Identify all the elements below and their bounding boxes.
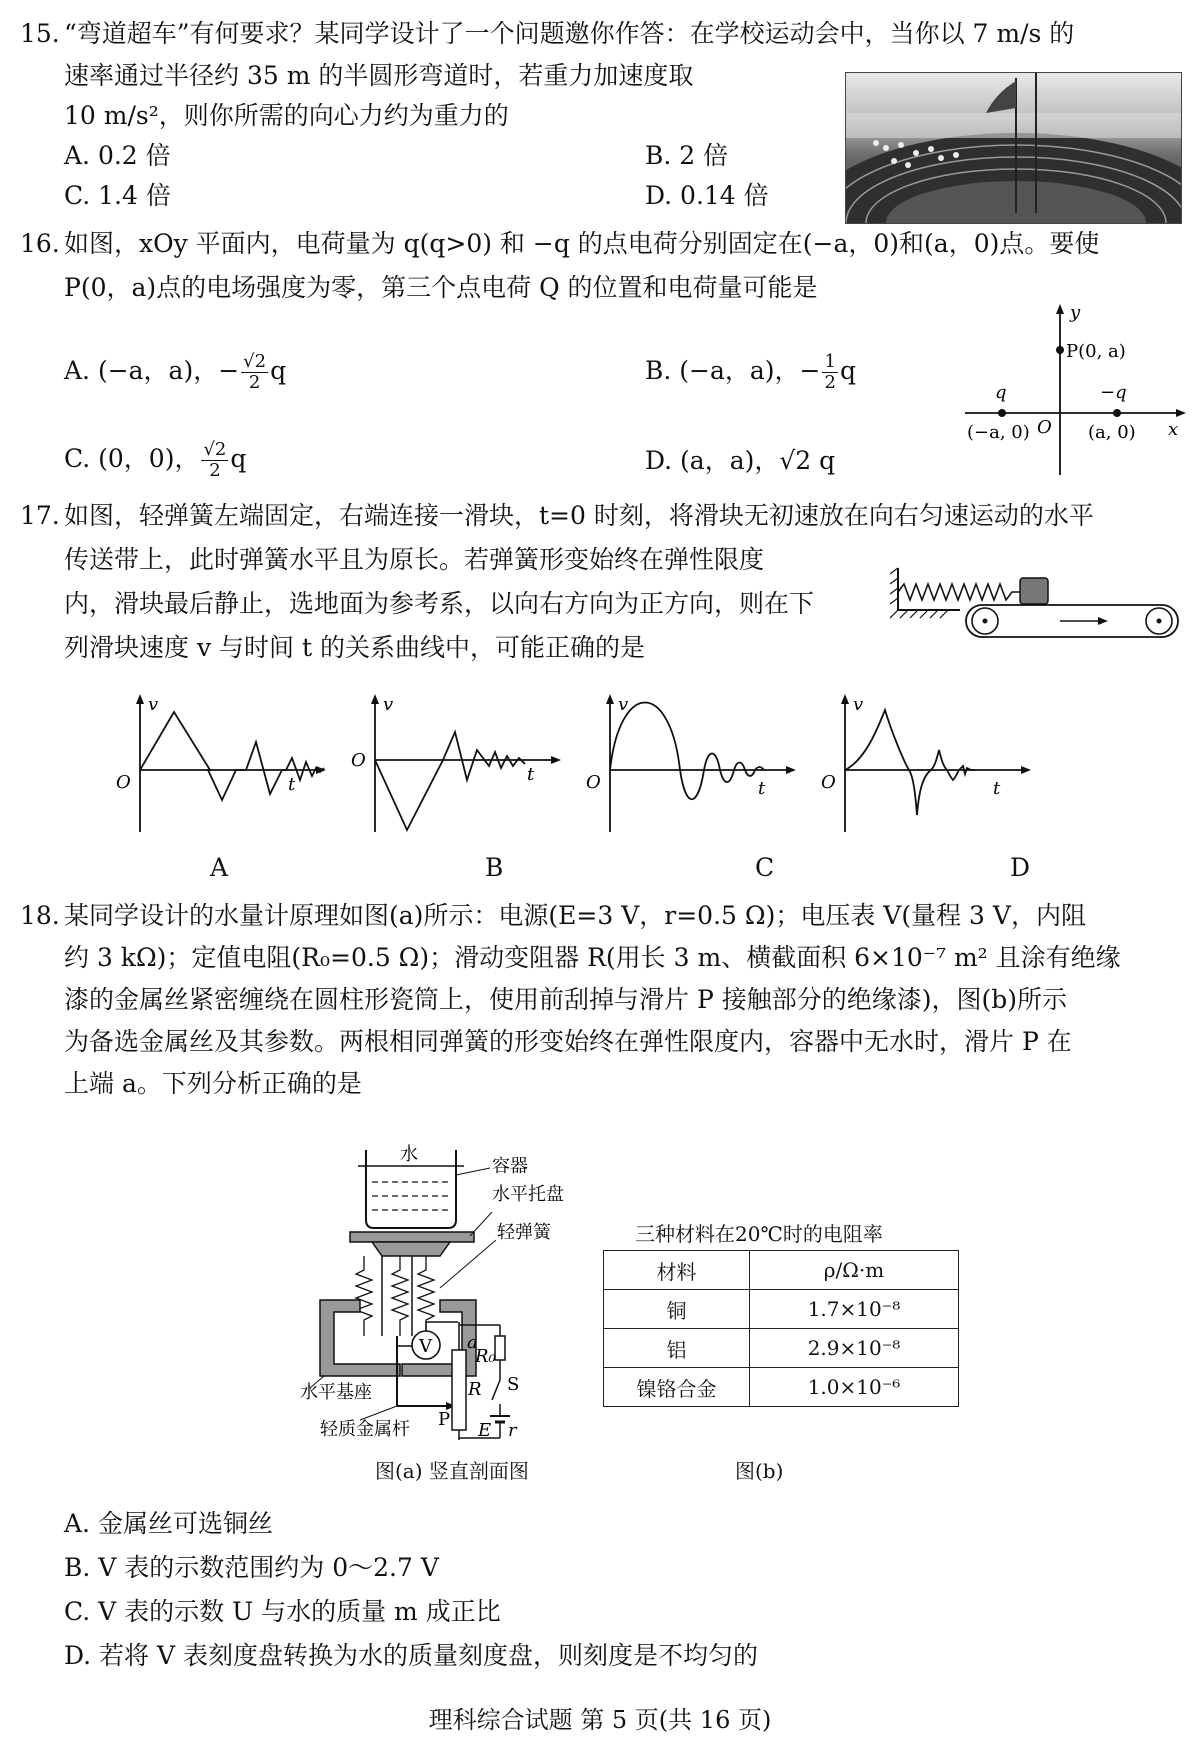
spring-label: 轻弹簧: [497, 1222, 551, 1243]
graph-c-v-label: v: [618, 694, 629, 715]
stadium-track-photo: [845, 72, 1182, 224]
table-header-material: 材料: [604, 1251, 750, 1290]
x-axis-label: x: [1168, 419, 1179, 440]
question-17-text-2: 传送带上，此时弹簧水平且为原长。若弹簧形变始终在弹性限度: [64, 545, 765, 574]
question-17-number: 17.: [20, 501, 60, 530]
question-16-option-b: B. (−a，a)，− $\frac{1}{2}$ q: [645, 351, 856, 393]
water-label: 水: [400, 1144, 418, 1165]
question-16-number: 16.: [20, 229, 60, 258]
page-footer: 理科综合试题 第 5 页(共 16 页): [428, 1706, 772, 1734]
graph-b-v-label: v: [383, 694, 394, 715]
terminal-a-label: a: [467, 1332, 478, 1353]
graph-b-origin-label: O: [351, 750, 366, 771]
graph-a-t-label: t: [288, 774, 296, 795]
question-18-text-2: 约 3 kΩ)；定值电阻(R₀=0.5 Ω)；滑动变阻器 R(用长 3 m、横截面积 6×10⁻⁷ m² 且涂有绝缘: [64, 943, 1121, 972]
question-15-text-1: “弯道超车”有何要求？某同学设计了一个问题邀你作答：在学校运动会中，当你以 7 m/s 的: [64, 19, 1075, 48]
graph-b-t-label: t: [527, 764, 535, 785]
graph-a-origin-label: O: [116, 772, 131, 793]
question-18-option-d: D. 若将 V 表刻度盘转换为水的质量刻度盘，则刻度是不均匀的: [64, 1641, 758, 1670]
question-15-text-3: 10 m/s²，则你所需的向心力约为重力的: [64, 101, 509, 130]
question-16-text-2: P(0，a)点的电场强度为零，第三个点电荷 Q 的位置和电荷量可能是: [64, 273, 818, 302]
table-cell-material: 镍铬合金: [604, 1368, 750, 1407]
charge-q-label: q: [995, 382, 1007, 403]
table-row: [604, 1329, 959, 1368]
table-cell-resistivity: 1.0×10⁻⁶: [750, 1368, 959, 1407]
question-15-number: 15.: [20, 19, 60, 48]
spring-conveyor-diagram: [890, 560, 1180, 640]
point-p-label: P(0, a): [1066, 341, 1126, 362]
question-18-text-4: 为备选金属丝及其参数。两根相同弹簧的形变始终在弹性限度内，容器中无水时，滑片 P 在: [64, 1027, 1072, 1056]
resistivity-table-title: 三种材料在20℃时的电阻率: [635, 1222, 883, 1246]
charge-neg-q-label: −q: [1100, 382, 1127, 403]
question-15-option-d: D. 0.14 倍: [645, 181, 769, 210]
tray-label: 水平托盘: [492, 1184, 564, 1205]
question-17-text-3: 内，滑块最后静止，选地面为参考系，以向右方向为正方向，则在下: [64, 589, 815, 618]
table-cell-resistivity: 2.9×10⁻⁸: [750, 1329, 959, 1368]
table-row: [604, 1368, 959, 1407]
graph-d-origin-label: O: [821, 772, 836, 793]
graph-d-label: D: [1010, 853, 1031, 882]
graph-a: [110, 690, 340, 840]
question-16-text-1: 如图，xOy 平面内，电荷量为 q(q>0) 和 −q 的点电荷分别固定在(−a，0)和(a，0)点。要使: [64, 229, 1100, 258]
question-16-option-c: C. (0，0)， $\frac{√2}{2}$ q: [64, 439, 247, 481]
question-15-option-a: A. 0.2 倍: [64, 141, 171, 170]
figure-b-caption: 图(b): [735, 1459, 784, 1483]
table-row: [604, 1290, 959, 1329]
graph-d-t-label: t: [993, 778, 1001, 799]
internal-r-label: r: [508, 1420, 517, 1440]
coordinate-diagram: [960, 300, 1190, 480]
question-15-text-2: 速率通过半径约 35 m 的半圆形弯道时，若重力加速度取: [64, 61, 694, 90]
rheostat-label: R: [468, 1379, 482, 1400]
question-16-option-d: D. (a，a)，√2 q: [645, 446, 836, 475]
r0-label: R₀: [475, 1346, 496, 1367]
table-cell-resistivity: 1.7×10⁻⁸: [750, 1290, 959, 1329]
graph-d-v-label: v: [853, 694, 864, 715]
graph-c-origin-label: O: [586, 772, 601, 793]
question-18-text-5: 上端 a。下列分析正确的是: [64, 1069, 362, 1098]
graph-c-label: C: [755, 853, 775, 882]
graph-b: [345, 690, 575, 840]
emf-e-label: E: [478, 1420, 492, 1440]
table-cell-material: 铜: [604, 1290, 750, 1329]
table-header-resistivity: ρ/Ω·m: [750, 1251, 959, 1290]
container-label: 容器: [492, 1156, 528, 1177]
table-cell-material: 铝: [604, 1329, 750, 1368]
voltmeter-label: V: [419, 1336, 432, 1357]
question-16-option-a: A. (−a，a)，− $\frac{√2}{2}$ q: [64, 351, 287, 393]
y-axis-label: y: [1070, 302, 1081, 323]
slider-p-label: P: [438, 1409, 451, 1430]
question-18-number: 18.: [20, 901, 60, 930]
question-17-text-1: 如图，轻弹簧左端固定，右端连接一滑块，t=0 时刻，将滑块无初速放在向右匀速运动的水平: [64, 501, 1094, 530]
figure-a-caption: 图(a) 竖直剖面图: [375, 1459, 529, 1483]
question-15-option-c: C. 1.4 倍: [64, 181, 171, 210]
origin-label: O: [1037, 417, 1052, 438]
question-17-text-4: 列滑块速度 v 与时间 t 的关系曲线中，可能正确的是: [64, 633, 645, 662]
resistivity-table: [603, 1250, 959, 1407]
water-meter-circuit-diagram: [300, 1140, 600, 1440]
graph-d: [815, 690, 1045, 840]
graph-a-v-label: v: [148, 694, 159, 715]
rod-label: 轻质金属杆: [320, 1419, 410, 1440]
question-18-text-3: 漆的金属丝紧密缠绕在圆柱形瓷筒上，使用前刮掉与滑片 P 接触部分的绝缘漆)，图(b)所示: [64, 985, 1067, 1014]
question-18-option-b: B. V 表的示数范围约为 0～2.7 V: [64, 1553, 439, 1582]
question-15-option-b: B. 2 倍: [645, 141, 729, 170]
right-point-label: (a, 0): [1088, 422, 1136, 443]
graph-b-label: B: [485, 853, 504, 882]
left-point-label: (−a, 0): [967, 422, 1030, 443]
switch-s-label: S: [507, 1374, 520, 1395]
graph-c-t-label: t: [758, 778, 766, 799]
graph-a-label: A: [210, 853, 229, 882]
question-18-option-a: A. 金属丝可选铜丝: [64, 1509, 273, 1538]
base-label: 水平基座: [300, 1382, 372, 1403]
question-18-text-1: 某同学设计的水量计原理如图(a)所示：电源(E=3 V，r=0.5 Ω)；电压表 V(量程 3 V，内阻: [64, 901, 1086, 930]
table-header-row: [604, 1251, 959, 1290]
question-18-option-c: C. V 表的示数 U 与水的质量 m 成正比: [64, 1597, 501, 1626]
graph-c: [580, 690, 810, 840]
